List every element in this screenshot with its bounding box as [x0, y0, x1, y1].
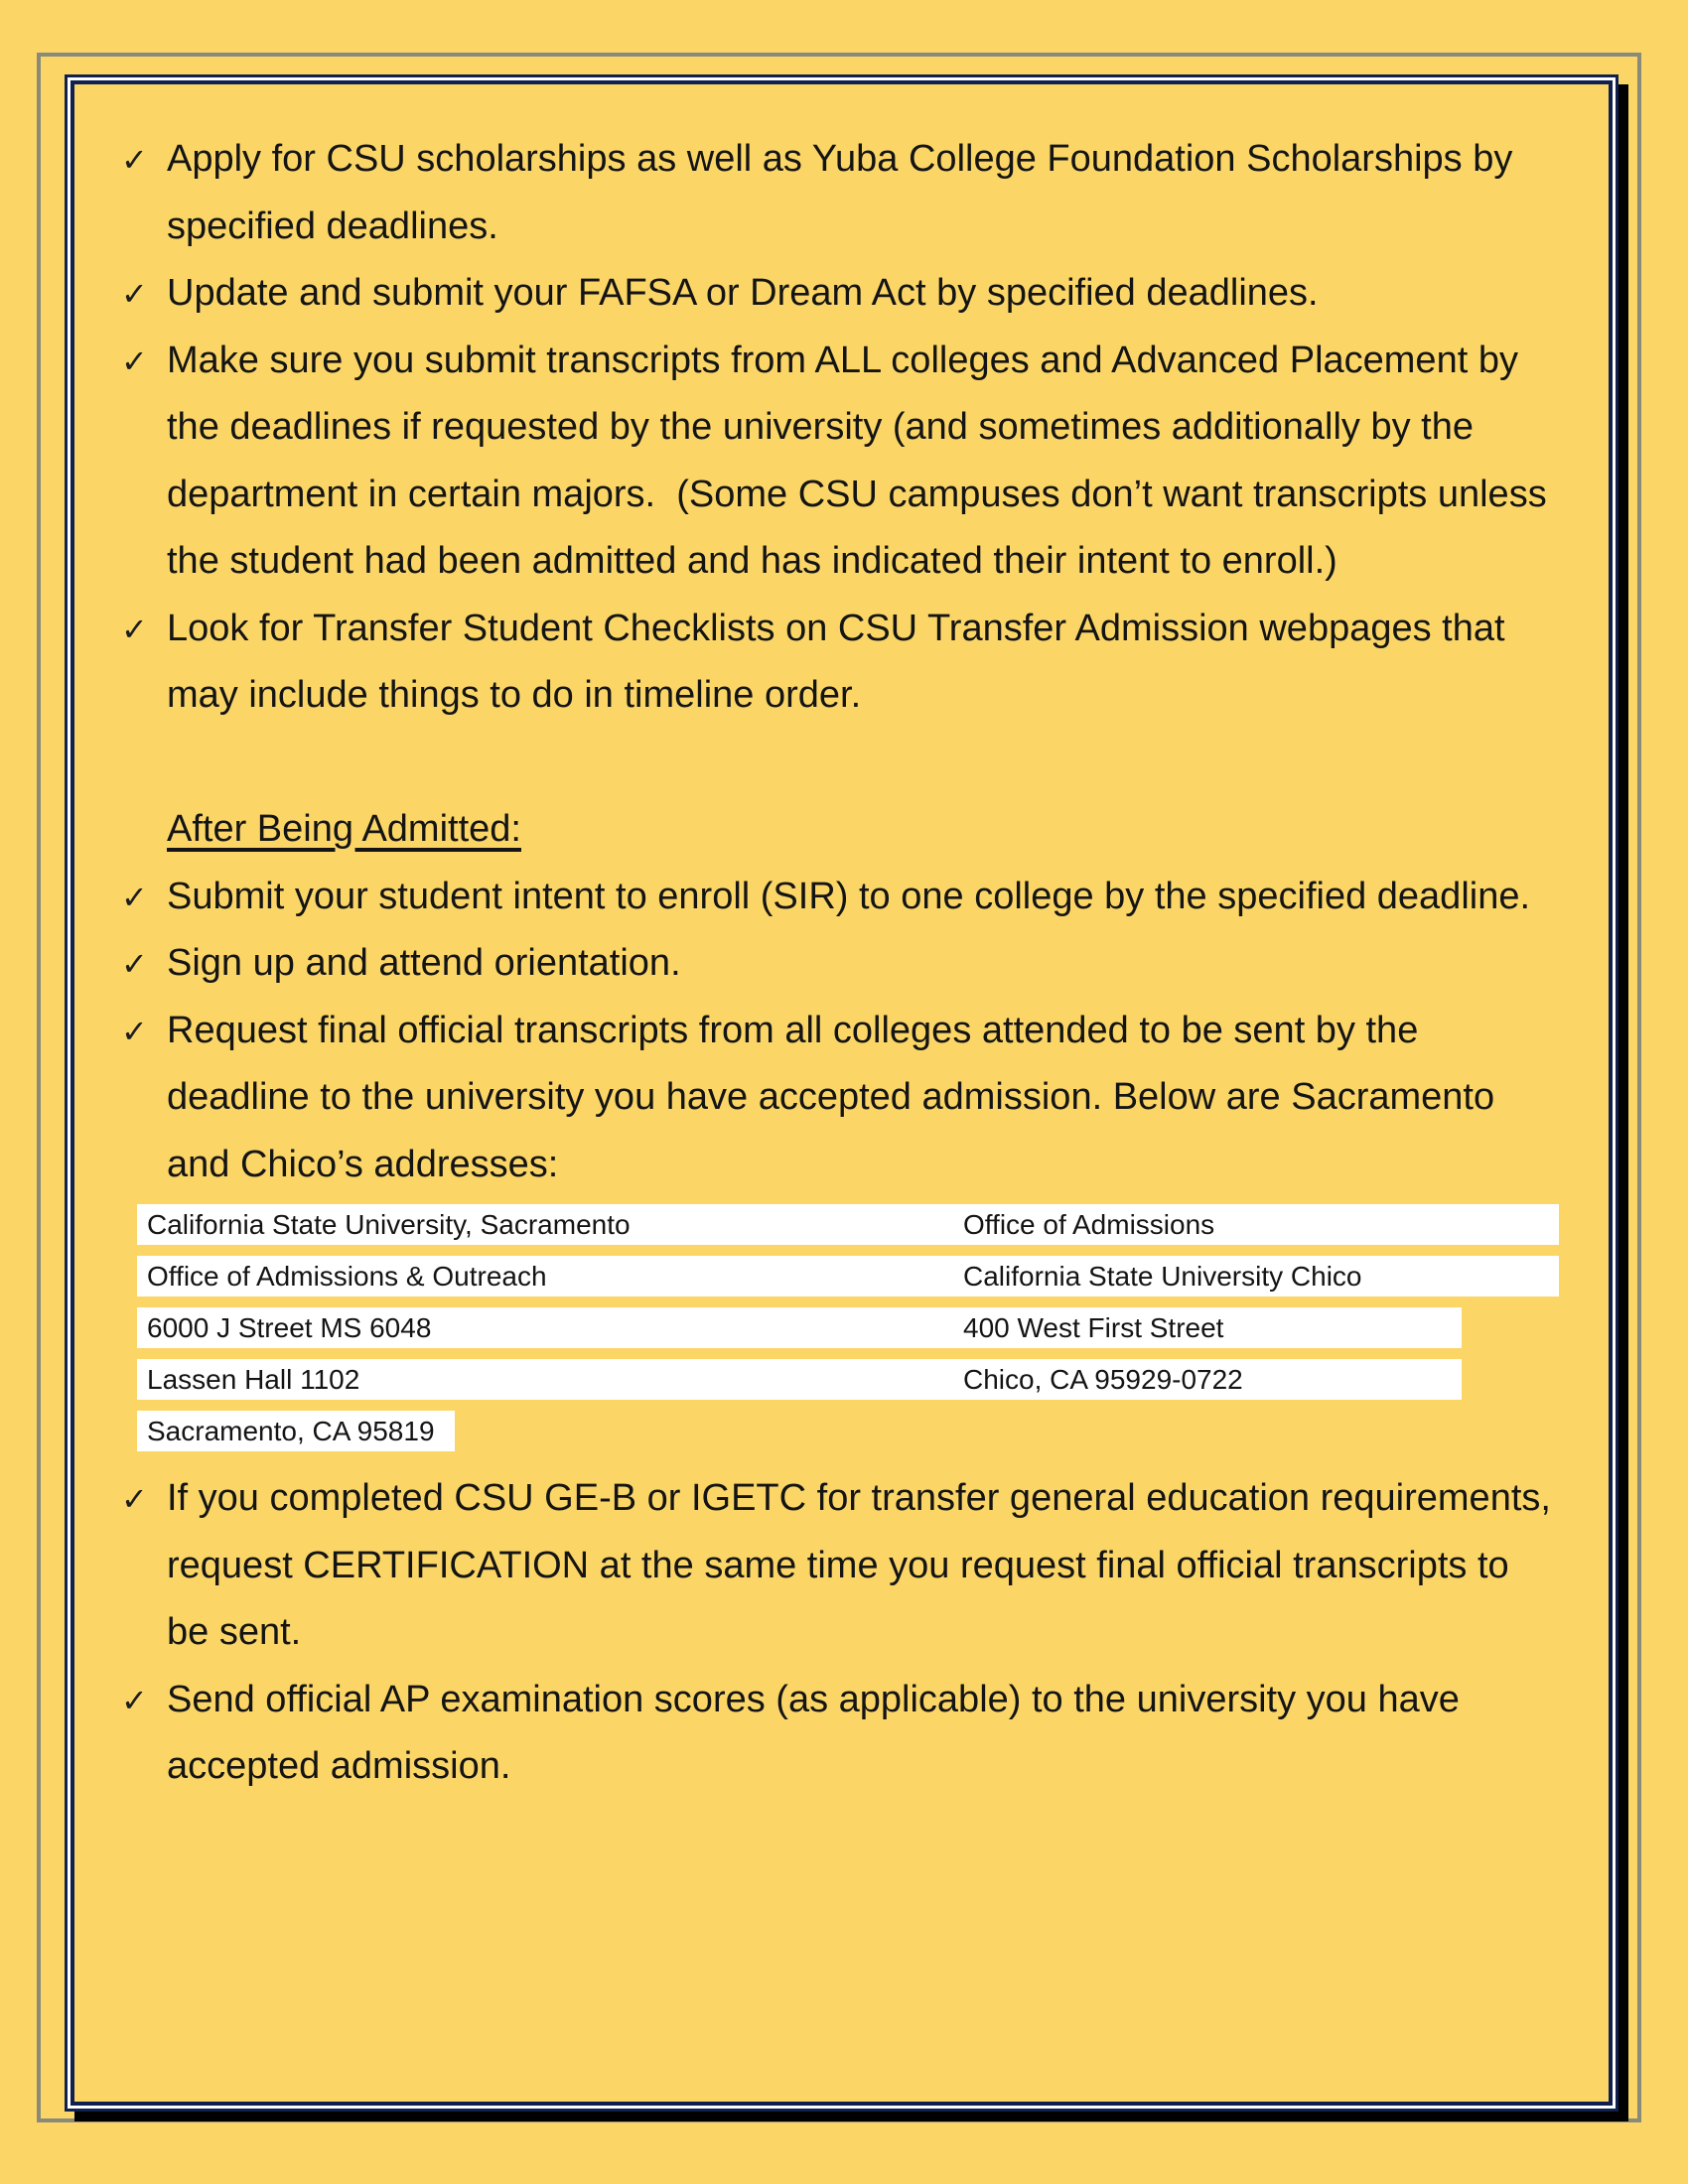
checklist-item	[119, 1667, 1579, 1801]
checklist-item	[119, 1465, 1579, 1667]
address-right-text: California State University Chico	[963, 1261, 1362, 1292]
checklist-item-line: Update and submit your FAFSA or Dream Act by specified deadlines.	[167, 272, 1319, 314]
checkmark-icon: ✓	[121, 342, 148, 379]
checklist-item-line: Request final official transcripts from all colleges attended to be sent by the	[167, 1009, 1419, 1051]
checklist-item-line: Make sure you submit transcripts from ALL colleges and Advanced Placement by	[167, 339, 1518, 381]
address-left-text: 6000 J Street MS 6048	[147, 1312, 432, 1343]
checkmark-icon: ✓	[121, 946, 148, 982]
checklist-item-line: Apply for CSU scholarships as well as Yuba College Foundation Scholarships by	[167, 138, 1513, 180]
checklist-content	[74, 84, 1609, 1801]
after-being-admitted-heading	[119, 796, 1579, 864]
address-highlight-band	[137, 1204, 1559, 1245]
checkmark-icon: ✓	[121, 879, 148, 915]
checklist-item	[119, 328, 1579, 596]
checklist-item-line: be sent.	[167, 1611, 302, 1653]
checklist-item-line: the student had been admitted and has indicated their intent to enroll.)	[167, 540, 1337, 582]
checklist-item-line: Submit your student intent to enroll (SIR) to one college by the specified deadline.	[167, 875, 1531, 917]
checklist-item-line: and Chico’s addresses:	[167, 1143, 559, 1185]
address-row	[137, 1411, 1579, 1462]
checklist-item	[119, 596, 1579, 730]
checklist-item-line: If you completed CSU GE-B or IGETC for transfer general education requirements,	[167, 1477, 1551, 1519]
address-highlight-band	[137, 1359, 1462, 1400]
checkmark-icon: ✓	[121, 1013, 148, 1049]
checklist-item-line: may include things to do in timeline order.	[167, 674, 862, 716]
address-highlight-band	[137, 1411, 455, 1451]
checklist-item-line: specified deadlines.	[167, 205, 498, 247]
checklist-item-line: request CERTIFICATION at the same time you request final official transcripts to	[167, 1544, 1509, 1586]
address-highlight-band	[137, 1256, 1559, 1297]
after-admitted-checklist	[119, 864, 1579, 1199]
checkmark-icon: ✓	[121, 1481, 148, 1517]
checklist-item-line: the deadlines if requested by the university (and sometimes additionally by the	[167, 406, 1474, 448]
address-left-text: Lassen Hall 1102	[147, 1364, 360, 1395]
address-highlight-band	[137, 1307, 1462, 1348]
before-admission-checklist	[119, 126, 1579, 730]
campus-addresses	[137, 1204, 1579, 1462]
checkmark-icon: ✓	[121, 1682, 148, 1718]
address-right-text: Office of Admissions	[963, 1209, 1215, 1240]
address-row	[137, 1307, 1579, 1359]
address-left-text: Sacramento, CA 95819	[147, 1416, 435, 1446]
checklist-item	[119, 998, 1579, 1199]
final-steps-checklist	[119, 1465, 1579, 1801]
checklist-item-line: Look for Transfer Student Checklists on CSU Transfer Admission webpages that	[167, 607, 1505, 649]
checklist-item-line: Sign up and attend orientation.	[167, 942, 681, 984]
checklist-item-line: department in certain majors. (Some CSU campuses don’t want transcripts unless	[167, 473, 1547, 515]
checkmark-icon: ✓	[121, 611, 148, 647]
checklist-item	[119, 126, 1579, 260]
address-row	[137, 1204, 1579, 1256]
address-row	[137, 1256, 1579, 1307]
checklist-item	[119, 930, 1579, 998]
address-row	[137, 1359, 1579, 1411]
checklist-item	[119, 260, 1579, 328]
address-right-text: Chico, CA 95929-0722	[963, 1364, 1243, 1395]
page-border-frame	[65, 74, 1618, 2112]
checklist-item-line: Send official AP examination scores (as applicable) to the university you have	[167, 1678, 1460, 1720]
checklist-item-line: accepted admission.	[167, 1745, 511, 1787]
address-right-text: 400 West First Street	[963, 1312, 1224, 1343]
address-left-text: California State University, Sacramento	[147, 1209, 631, 1240]
checkmark-icon: ✓	[121, 142, 148, 178]
address-left-text: Office of Admissions & Outreach	[147, 1261, 547, 1292]
page-content-area	[70, 80, 1613, 2106]
checklist-item	[119, 864, 1579, 931]
checkmark-icon: ✓	[121, 276, 148, 312]
checklist-item-line: deadline to the university you have accepted admission. Below are Sacramento	[167, 1076, 1495, 1118]
heading-text: After Being Admitted:	[167, 808, 521, 850]
